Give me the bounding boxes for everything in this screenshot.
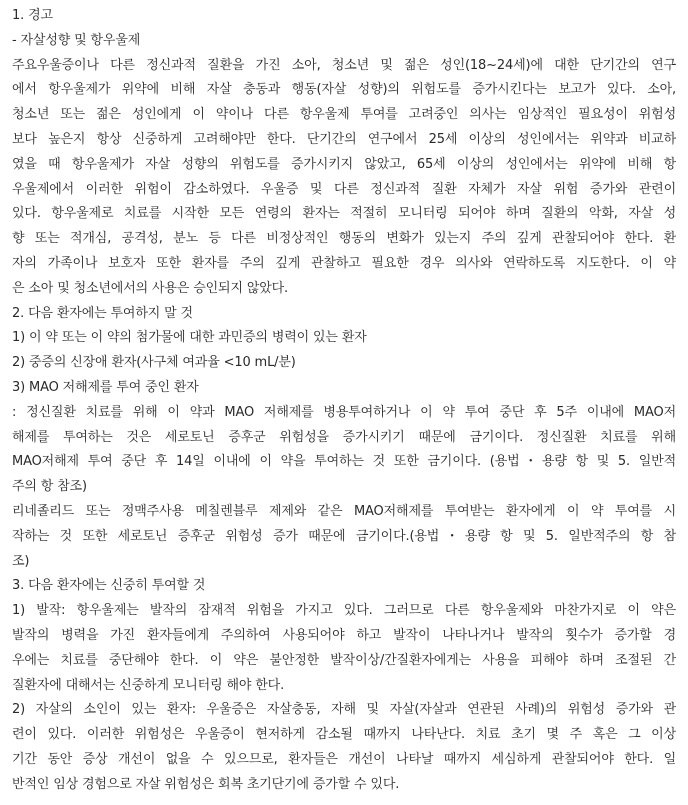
text-line: 향 또는 적개심, 공격성, 분노 등 다른 비정상적인 행동의 변화가 있는지 주의 깊게 관찰되어야 한다. 환 [12,231,676,247]
text-line: 자의 가족이나 보호자 또한 환자를 주의 깊게 관찰하고 필요한 경우 의사와 연락하도록 지도한다. 이 약 [12,255,676,271]
text-line: 1) 발작: 항우울제는 발작의 잠재적 위험을 가지고 있다. 그러므로 다른 항우울제와 마찬가지로 이 약은 [12,603,676,619]
text-line: 기간 동안 증상 개선이 없을 수 있으므로, 환자들은 개선이 나타날 때까지 세심하게 관찰되어야 한다. 일 [12,751,676,767]
section-heading-contraindications: 2. 다음 환자에는 투여하지 말 것 [12,305,193,321]
list-item: 1) 이 약 또는 이 약의 첨가물에 대한 과민증의 병력이 있는 환자 [12,330,367,346]
text-line: 있다. 항우울제로 치료를 시작한 모든 연령의 환자는 적절히 모니터링 되어야 하며 질환의 악화, 자살 성 [12,206,676,222]
text-line: 에서 항우울제가 위약에 비해 자살 충동과 행동(자살 성향)의 위험도를 증가시킨다는 보고가 있다. 소아, [12,82,676,98]
list-item: 3) MAO 저해제를 투여 중인 환자 [12,379,199,395]
text-line: 주요우울증이나 다른 정신과적 질환을 가진 소아, 청소년 및 젊은 성인(18~24세)에 대한 단기간의 연구 [12,57,676,73]
text-line: 우에는 치료를 중단해야 한다. 이 약은 불안정한 발작이상/간질환자에게는 사용을 피해야 하며 조절된 간 [12,652,676,668]
text-line: 질환자에 대해서는 신중하게 모니터링 해야 한다. [12,677,285,693]
text-line: 청소년 또는 젊은 성인에게 이 약이나 다른 항우울제 투여를 고려중인 의사는 임상적인 필요성이 위험성 [12,107,676,123]
subsection-heading-suicidality: - 자살성향 및 항우울제 [12,32,141,48]
text-line: 주의 항 참조) [12,479,87,495]
text-line: 보다 높은지 항상 신중하게 고려해야만 한다. 단기간의 연구에서 25세 이상의 성인에서는 위약과 비교하 [12,131,676,147]
text-line: 조) [12,553,30,569]
text-line: 작하는 것 또한 세로토닌 증후군 위험성 증가 때문에 금기이다.(용법・용량 항 및 5. 일반적주의 항 참 [12,528,676,544]
text-line: 우울제에서 이러한 위험이 감소하였다. 우울증 및 다른 정신과적 질환 자체가 자살 위험 증가와 관련이 [12,181,676,197]
list-item: 2) 중증의 신장애 환자(사구체 여과율 <10 mL/분) [12,355,296,371]
text-line: 반적인 임상 경험으로 자살 위험성은 회복 초기단기에 증가할 수 있다. [12,776,400,792]
text-line: : 정신질환 치료를 위해 이 약과 MAO 저해제를 병용투여하거나 이 약 투여 중단 후 5주 이내에 MAO저 [12,404,676,420]
text-line: 리네졸리드 또는 정맥주사용 메칠렌블루 제제와 같은 MAO저해제를 투여받는 환자에게 이 약 투여를 시 [12,503,676,519]
text-line: 발작의 병력을 가진 환자들에게 주의하여 사용되어야 하고 발작이 나타나거나 발작의 횟수가 증가할 경 [12,627,676,643]
text-line: MAO저해제 투여 중단 후 14일 이내에 이 약을 투여하는 것 또한 금기이다. (용법・용량 항 및 5. 일반적 [12,454,676,470]
text-line: 련이 있다. 이러한 위험성은 우울증이 현저하게 감소될 때까지 나타난다. 치료 초기 몇 주 혹은 그 이상 [12,727,676,743]
section-heading-warning: 1. 경고 [12,8,53,23]
section-heading-precautions: 3. 다음 환자에는 신중히 투여할 것 [12,578,206,594]
text-line: 은 소아 및 청소년에서의 사용은 승인되지 않았다. [12,280,289,296]
text-line: 2) 자살의 소인이 있는 환자: 우울증은 자살충동, 자해 및 자살(자살과 연관된 사례)의 위험성 증가와 관 [12,702,676,718]
text-line: 해제를 투여하는 것은 세로토닌 증후군 위험성을 증가시키기 때문에 금기이다. 정신질환 치료를 위해 [12,429,676,445]
text-line: 였을 때 항우울제가 자살 성향의 위험도를 증가시키지 않았고, 65세 이상의 성인에서는 위약에 비해 항 [12,156,676,172]
